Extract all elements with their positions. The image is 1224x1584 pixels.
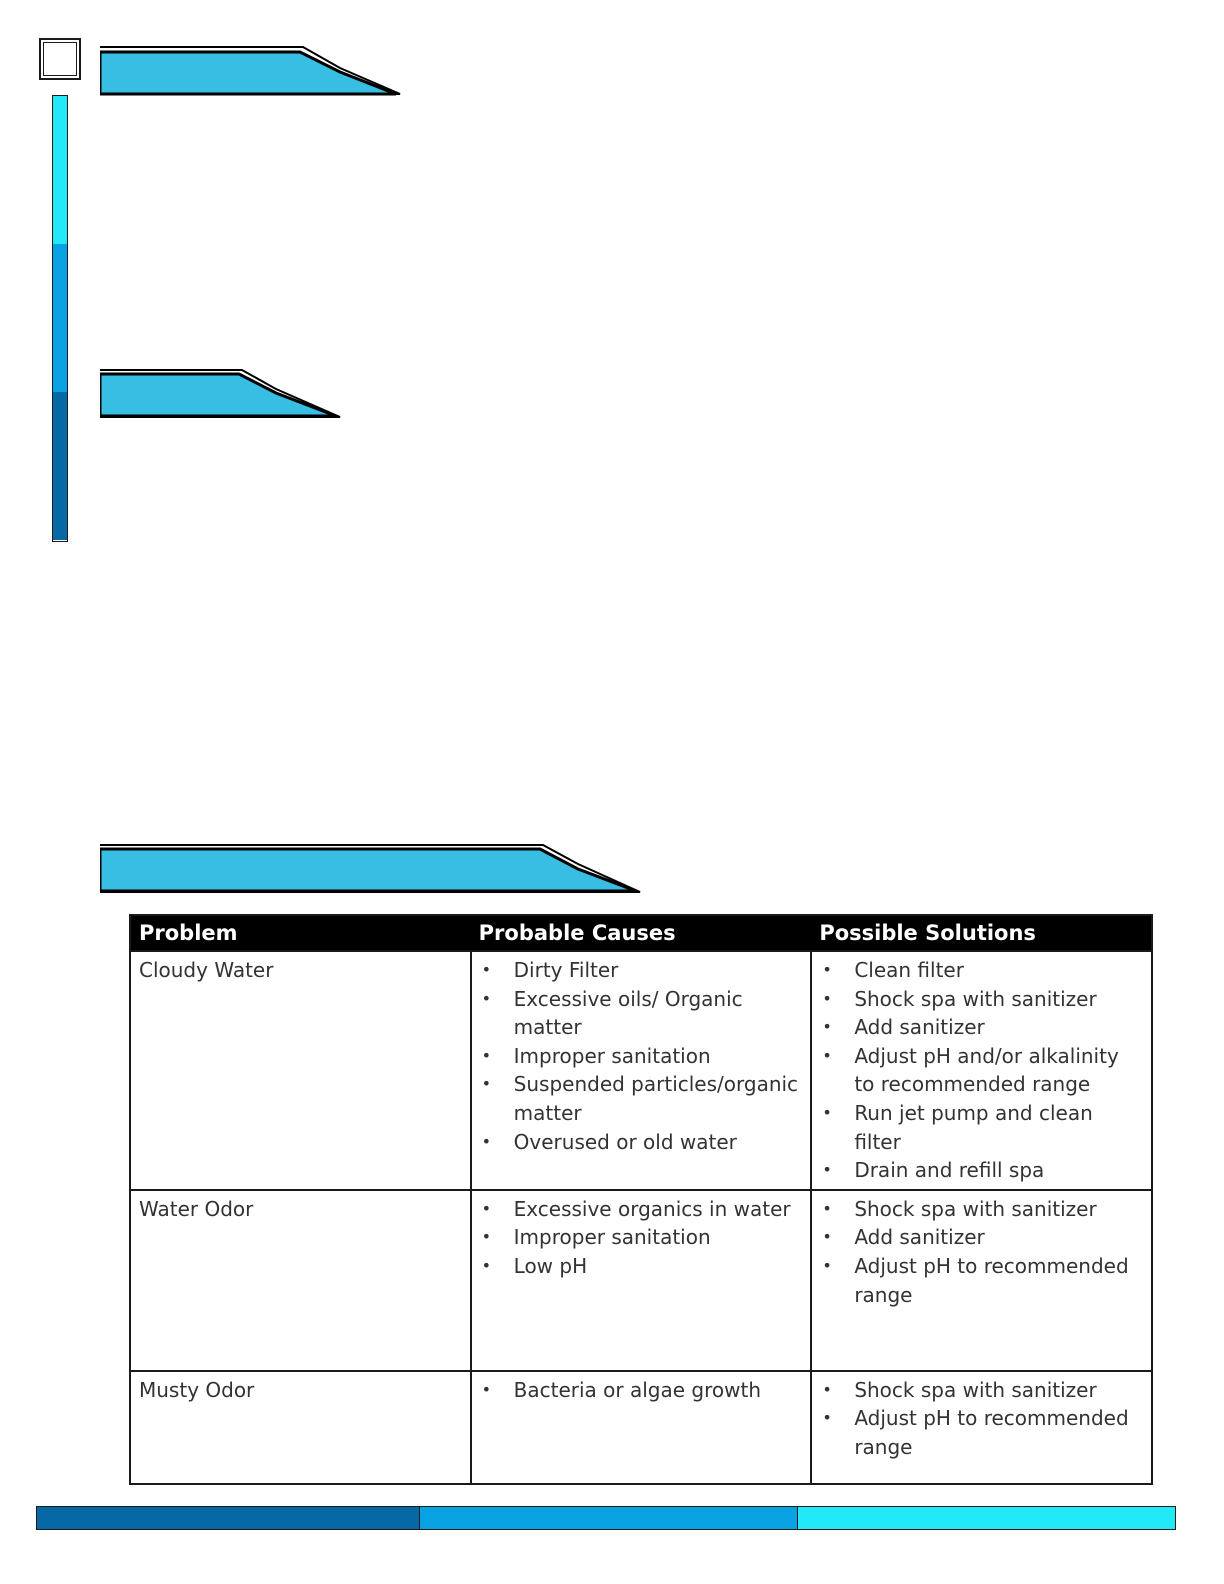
footer-light-segment [798,1507,1175,1529]
section-tab-2 [100,367,344,421]
section-tab-1 [100,44,404,98]
table-row [130,951,1152,1190]
causes-cell [471,1190,812,1371]
side-color-bar [52,95,68,542]
side-bar-light-segment [53,96,67,244]
list-item: • Dirty Filter [480,956,803,985]
header-causes: Probable Causes [471,915,812,951]
causes-cell [471,951,812,1190]
table-row [130,1190,1152,1371]
list-item: • Adjust pH to recommended range [820,1252,1143,1309]
list-item: • Adjust pH to recommended range [820,1404,1143,1461]
list-item: • Excessive oils/ Organic matter [480,985,803,1042]
table-row [130,1371,1152,1484]
solutions-cell [811,951,1152,1190]
list-item: • Shock spa with sanitizer [820,985,1143,1014]
side-bar-dark-segment [53,392,67,540]
list-item: • Bacteria or algae growth [480,1376,803,1405]
list-item: • Add sanitizer [820,1223,1143,1252]
list-item: • Run jet pump and clean filter [820,1099,1143,1156]
problem-cell: Cloudy Water [130,951,471,1190]
header-solutions: Possible Solutions [811,915,1152,951]
footer-dark-segment [37,1507,420,1529]
list-item: • Clean filter [820,956,1143,985]
problem-cell: Water Odor [130,1190,471,1371]
causes-cell [471,1371,812,1484]
footer-mid-segment [420,1507,798,1529]
list-item: • Shock spa with sanitizer [820,1195,1143,1224]
list-item: • Add sanitizer [820,1013,1143,1042]
list-item: • Improper sanitation [480,1042,803,1071]
solutions-cell [811,1371,1152,1484]
table-header-row [130,915,1152,951]
section-tab-3 [100,842,644,896]
list-item: • Low pH [480,1252,803,1281]
list-item: • Drain and refill spa [820,1156,1143,1185]
list-item: • Shock spa with sanitizer [820,1376,1143,1405]
side-bar-mid-segment [53,244,67,392]
page-number-box [39,38,81,80]
list-item: • Improper sanitation [480,1223,803,1252]
header-problem: Problem [130,915,471,951]
list-item: • Overused or old water [480,1128,803,1157]
list-item: • Suspended particles/organic matter [480,1070,803,1127]
solutions-cell [811,1190,1152,1371]
list-item: • Adjust pH and/or alkalinity to recommended range [820,1042,1143,1099]
footer-color-bar [36,1506,1176,1530]
problem-cell: Musty Odor [130,1371,471,1484]
list-item: • Excessive organics in water [480,1195,803,1224]
troubleshooting-table [129,914,1153,1485]
